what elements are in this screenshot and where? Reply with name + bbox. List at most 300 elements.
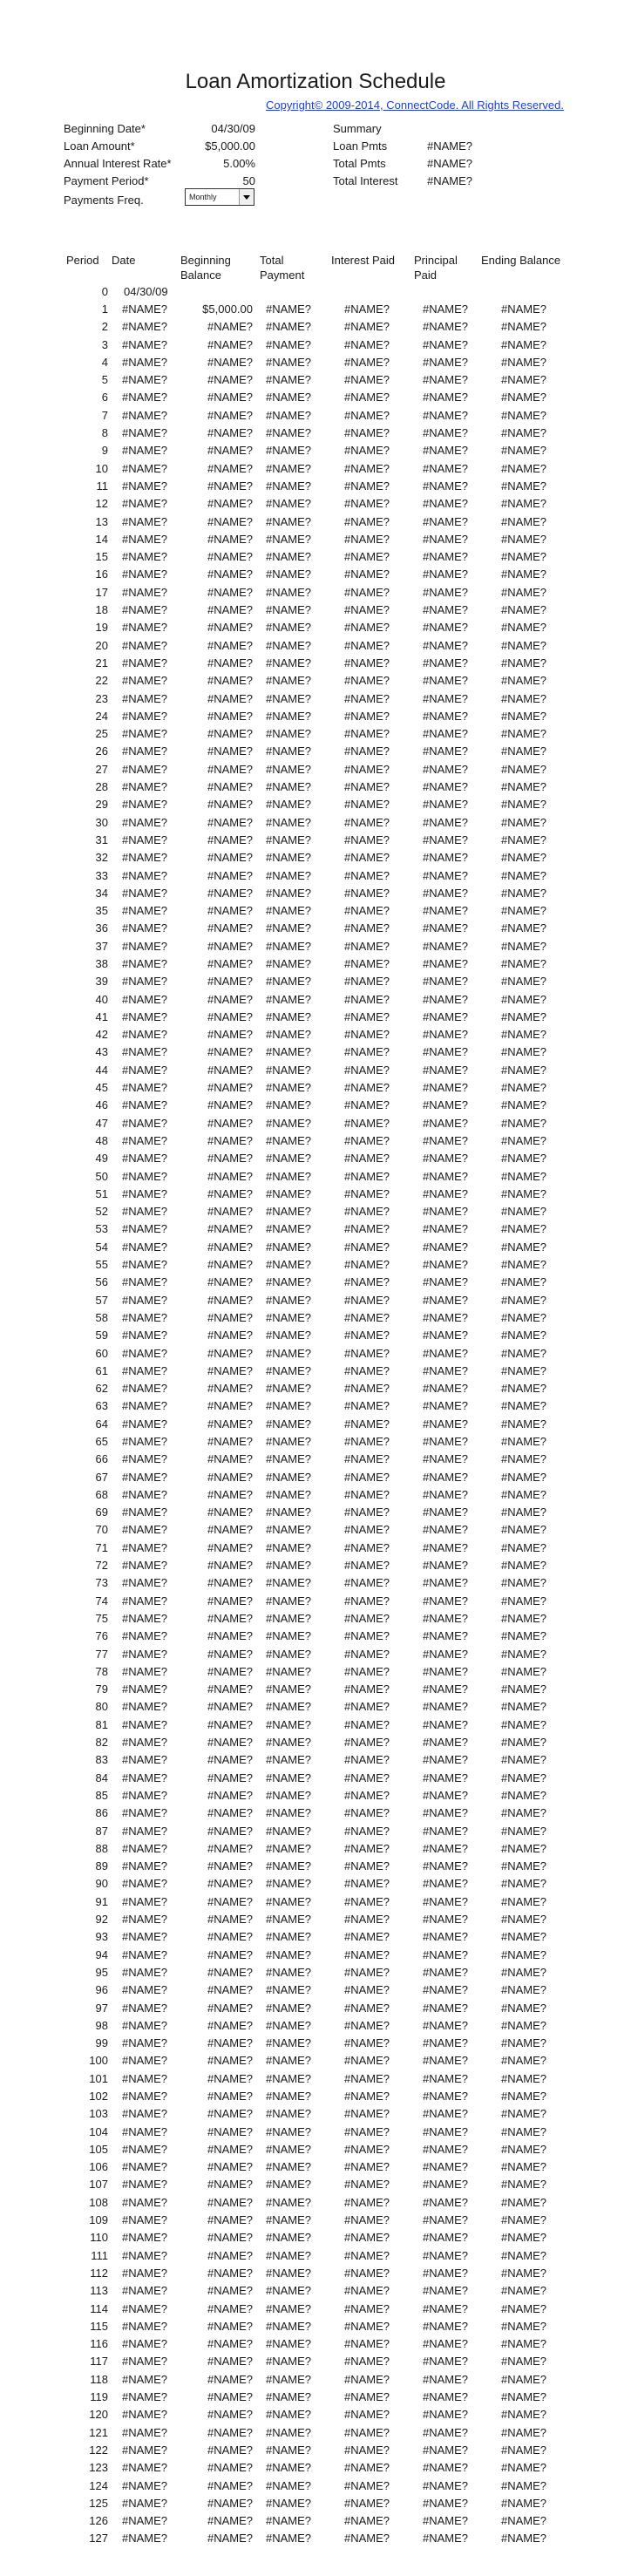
date-cell: #NAME? xyxy=(122,1310,168,1324)
int-cell: #NAME? xyxy=(344,1523,390,1537)
date-cell: #NAME? xyxy=(122,1081,168,1095)
pay-cell: #NAME? xyxy=(266,868,312,882)
period-cell: 76 xyxy=(95,1629,108,1643)
prin-cell: #NAME? xyxy=(423,1647,469,1661)
interest-rate-value[interactable]: 5.00% xyxy=(223,157,255,170)
period-cell: 62 xyxy=(95,1382,108,1396)
period-cell: 11 xyxy=(96,479,108,493)
pay-cell: #NAME? xyxy=(266,921,312,935)
period-cell: 121 xyxy=(89,2425,108,2439)
table-row xyxy=(0,1220,631,1238)
period-cell: 86 xyxy=(95,1806,108,1820)
beg-cell: #NAME? xyxy=(207,1116,253,1130)
date-cell: #NAME? xyxy=(122,479,168,493)
end-cell: #NAME? xyxy=(501,1806,547,1820)
int-cell: #NAME? xyxy=(344,691,390,705)
int-cell: #NAME? xyxy=(344,1647,390,1661)
beg-cell: #NAME? xyxy=(207,956,253,970)
table-row xyxy=(0,2335,631,2353)
pay-cell: #NAME? xyxy=(266,1310,312,1324)
beg-cell: #NAME? xyxy=(207,1435,253,1448)
pay-cell: #NAME? xyxy=(266,1152,312,1166)
int-cell: #NAME? xyxy=(344,2124,390,2138)
prin-cell: #NAME? xyxy=(423,2266,469,2280)
pay-cell: #NAME? xyxy=(266,2178,312,2192)
pay-cell: #NAME? xyxy=(266,585,312,599)
pay-cell: #NAME? xyxy=(266,2089,312,2103)
period-cell: 29 xyxy=(95,798,108,812)
int-cell: #NAME? xyxy=(344,1736,390,1750)
end-cell: #NAME? xyxy=(501,638,547,652)
period-cell: 5 xyxy=(101,373,108,387)
loan-amount-value[interactable]: $5,000.00 xyxy=(205,139,255,153)
pay-cell: #NAME? xyxy=(266,1523,312,1537)
header-principal-paid-line2: Paid xyxy=(414,268,438,282)
table-row xyxy=(0,955,631,973)
table-row xyxy=(0,2477,631,2495)
pay-cell: #NAME? xyxy=(266,444,312,458)
date-cell: #NAME? xyxy=(122,585,168,599)
payments-freq-select[interactable] xyxy=(185,188,254,206)
date-cell: #NAME? xyxy=(122,1930,168,1944)
beg-cell: #NAME? xyxy=(207,1877,253,1891)
beg-cell: #NAME? xyxy=(207,1611,253,1625)
pay-cell: #NAME? xyxy=(266,1788,312,1802)
pay-cell: #NAME? xyxy=(266,2425,312,2439)
int-cell: #NAME? xyxy=(344,833,390,846)
end-cell: #NAME? xyxy=(501,1859,547,1873)
date-cell: #NAME? xyxy=(122,320,168,334)
period-cell: 78 xyxy=(95,1664,108,1678)
table-row xyxy=(0,1203,631,1220)
period-cell: 3 xyxy=(101,337,108,351)
prin-cell: #NAME? xyxy=(423,2160,469,2174)
period-cell: 97 xyxy=(95,2001,108,2015)
period-cell: 46 xyxy=(95,1098,108,1112)
date-cell: #NAME? xyxy=(122,2071,168,2085)
date-cell: #NAME? xyxy=(122,2461,168,2475)
pay-cell: #NAME? xyxy=(266,426,312,440)
period-cell: 22 xyxy=(95,674,108,688)
total-pmts-value: #NAME? xyxy=(427,157,473,170)
beg-cell: #NAME? xyxy=(207,2248,253,2262)
table-row xyxy=(0,1521,631,1539)
table-row xyxy=(0,761,631,778)
table-row xyxy=(0,2406,631,2423)
table-row xyxy=(0,2282,631,2300)
table-row xyxy=(0,991,631,1009)
period-cell: 63 xyxy=(95,1399,108,1413)
pay-cell: #NAME? xyxy=(266,2390,312,2404)
pay-cell: #NAME? xyxy=(266,2266,312,2280)
date-cell: #NAME? xyxy=(122,1169,168,1183)
table-row xyxy=(0,1858,631,1875)
int-cell: #NAME? xyxy=(344,479,390,493)
prin-cell: #NAME? xyxy=(423,1540,469,1554)
table-row xyxy=(0,354,631,371)
prin-cell: #NAME? xyxy=(423,1930,469,1944)
int-cell: #NAME? xyxy=(344,2408,390,2422)
period-cell: 118 xyxy=(90,2372,108,2386)
initial-date: 04/30/09 xyxy=(124,285,168,298)
summary-heading: Summary xyxy=(333,122,382,135)
period-cell: 19 xyxy=(95,621,108,635)
end-cell: #NAME? xyxy=(501,992,547,1006)
pay-cell: #NAME? xyxy=(266,302,312,316)
table-row xyxy=(0,2424,631,2442)
int-cell: #NAME? xyxy=(344,1965,390,1979)
date-cell: #NAME? xyxy=(122,674,168,688)
int-cell: #NAME? xyxy=(344,2443,390,2457)
prin-cell: #NAME? xyxy=(423,1382,469,1396)
table-row xyxy=(0,2035,631,2052)
period-cell: 90 xyxy=(95,1877,108,1891)
prin-cell: #NAME? xyxy=(423,1859,469,1873)
date-cell: #NAME? xyxy=(122,2178,168,2192)
date-cell: #NAME? xyxy=(122,2213,168,2227)
beg-cell: #NAME? xyxy=(207,1559,253,1573)
end-cell: #NAME? xyxy=(501,1753,547,1767)
date-cell: #NAME? xyxy=(122,1559,168,1573)
pay-cell: #NAME? xyxy=(266,1363,312,1377)
beg-cell: $5,000.00 xyxy=(202,302,253,316)
pay-cell: #NAME? xyxy=(266,391,312,404)
date-cell: #NAME? xyxy=(122,1470,168,1484)
date-cell: #NAME? xyxy=(122,532,168,546)
period-cell: 85 xyxy=(95,1788,108,1802)
prin-cell: #NAME? xyxy=(423,1806,469,1820)
beg-cell: #NAME? xyxy=(207,1417,253,1431)
period-cell: 53 xyxy=(95,1222,108,1236)
table-row xyxy=(0,2353,631,2370)
beg-cell: #NAME? xyxy=(207,992,253,1006)
period-cell: 72 xyxy=(95,1559,108,1573)
int-cell: #NAME? xyxy=(344,762,390,776)
pay-cell: #NAME? xyxy=(266,1983,312,1997)
date-cell: #NAME? xyxy=(122,355,168,369)
date-cell: #NAME? xyxy=(122,2496,168,2510)
table-row xyxy=(0,1911,631,1928)
end-cell: #NAME? xyxy=(501,744,547,758)
int-cell: #NAME? xyxy=(344,1240,390,1254)
beg-cell: #NAME? xyxy=(207,1152,253,1166)
period-cell: 101 xyxy=(89,2071,108,2085)
int-cell: #NAME? xyxy=(344,2036,390,2050)
table-row xyxy=(0,2512,631,2530)
prin-cell: #NAME? xyxy=(423,2478,469,2492)
beg-cell: #NAME? xyxy=(207,1470,253,1484)
period-cell: 96 xyxy=(95,1983,108,1997)
prin-cell: #NAME? xyxy=(423,2443,469,2457)
table-row xyxy=(0,1168,631,1186)
period-cell: 67 xyxy=(95,1470,108,1484)
prin-cell: #NAME? xyxy=(423,1205,469,1219)
period-cell: 108 xyxy=(89,2195,108,2209)
pay-cell: #NAME? xyxy=(266,975,312,989)
int-cell: #NAME? xyxy=(344,1487,390,1501)
prin-cell: #NAME? xyxy=(423,461,469,475)
table-row xyxy=(0,832,631,849)
beg-cell: #NAME? xyxy=(207,355,253,369)
beg-cell: #NAME? xyxy=(207,2195,253,2209)
beg-cell: #NAME? xyxy=(207,2390,253,2404)
table-row xyxy=(0,708,631,725)
int-cell: #NAME? xyxy=(344,656,390,669)
table-row xyxy=(0,1681,631,1698)
beg-cell: #NAME? xyxy=(207,1009,253,1023)
int-cell: #NAME? xyxy=(344,1611,390,1625)
pay-cell: #NAME? xyxy=(266,1133,312,1147)
period-cell: 68 xyxy=(95,1487,108,1501)
page-title: Loan Amortization Schedule xyxy=(185,70,446,93)
date-cell: #NAME? xyxy=(122,2018,168,2032)
table-row xyxy=(0,690,631,708)
header-beginning-balance-line2: Balance xyxy=(180,268,221,282)
beg-cell: #NAME? xyxy=(207,2496,253,2510)
int-cell: #NAME? xyxy=(344,1133,390,1147)
date-cell: #NAME? xyxy=(122,815,168,829)
table-row xyxy=(0,1327,631,1344)
period-cell: 56 xyxy=(95,1275,108,1289)
chevron-down-icon[interactable] xyxy=(239,189,254,205)
date-cell: #NAME? xyxy=(122,1205,168,1219)
prin-cell: #NAME? xyxy=(423,1894,469,1908)
period-cell: 4 xyxy=(101,355,108,369)
copyright-link[interactable]: Copyright© 2009-2014, ConnectCode. All Rights Reserved. xyxy=(266,99,564,112)
payment-period-value[interactable]: 50 xyxy=(242,174,255,187)
period-cell: 104 xyxy=(89,2124,108,2138)
end-cell: #NAME? xyxy=(501,1736,547,1750)
table-row xyxy=(0,1981,631,1999)
end-cell: #NAME? xyxy=(501,1470,547,1484)
loan-pmts-label: Loan Pmts xyxy=(333,139,388,153)
pay-cell: #NAME? xyxy=(266,2461,312,2475)
int-cell: #NAME? xyxy=(344,621,390,635)
end-cell: #NAME? xyxy=(501,2018,547,2032)
period-cell: 38 xyxy=(95,956,108,970)
table-row xyxy=(0,1557,631,1574)
prin-cell: #NAME? xyxy=(423,656,469,669)
end-cell: #NAME? xyxy=(501,2408,547,2422)
int-cell: #NAME? xyxy=(344,992,390,1006)
end-cell: #NAME? xyxy=(501,2478,547,2492)
int-cell: #NAME? xyxy=(344,1576,390,1590)
beg-cell: #NAME? xyxy=(207,904,253,918)
end-cell: #NAME? xyxy=(501,2266,547,2280)
beg-cell: #NAME? xyxy=(207,2124,253,2138)
table-row xyxy=(0,2158,631,2176)
header-total-payment-line1: Total xyxy=(260,254,284,267)
prin-cell: #NAME? xyxy=(423,1063,469,1077)
prin-cell: #NAME? xyxy=(423,1116,469,1130)
date-cell: #NAME? xyxy=(122,1028,168,1042)
table-row xyxy=(0,672,631,690)
pay-cell: #NAME? xyxy=(266,1611,312,1625)
period-cell: 48 xyxy=(95,1133,108,1147)
table-row xyxy=(0,849,631,867)
period-cell: 75 xyxy=(95,1611,108,1625)
date-cell: #NAME? xyxy=(122,426,168,440)
pay-cell: #NAME? xyxy=(266,638,312,652)
end-cell: #NAME? xyxy=(501,1540,547,1554)
prin-cell: #NAME? xyxy=(423,2425,469,2439)
date-cell: #NAME? xyxy=(122,1983,168,1997)
beginning-date-value[interactable]: 04/30/09 xyxy=(211,122,255,135)
pay-cell: #NAME? xyxy=(266,1470,312,1484)
int-cell: #NAME? xyxy=(344,780,390,794)
prin-cell: #NAME? xyxy=(423,1310,469,1324)
end-cell: #NAME? xyxy=(501,2124,547,2138)
int-cell: #NAME? xyxy=(344,1771,390,1784)
period-cell: 81 xyxy=(95,1717,108,1731)
prin-cell: #NAME? xyxy=(423,956,469,970)
period-cell: 27 xyxy=(95,762,108,776)
end-cell: #NAME? xyxy=(501,1771,547,1784)
period-cell: 127 xyxy=(89,2532,108,2545)
date-cell: #NAME? xyxy=(122,603,168,617)
int-cell: #NAME? xyxy=(344,1329,390,1342)
table-row xyxy=(0,885,631,902)
end-cell: #NAME? xyxy=(501,2514,547,2528)
int-cell: #NAME? xyxy=(344,1947,390,1961)
prin-cell: #NAME? xyxy=(423,674,469,688)
period-cell: 92 xyxy=(95,1913,108,1927)
table-row xyxy=(0,1292,631,1309)
end-cell: #NAME? xyxy=(501,1877,547,1891)
beg-cell: #NAME? xyxy=(207,1310,253,1324)
int-cell: #NAME? xyxy=(344,2001,390,2015)
int-cell: #NAME? xyxy=(344,674,390,688)
table-row xyxy=(0,2318,631,2335)
date-cell: #NAME? xyxy=(122,302,168,316)
pay-cell: #NAME? xyxy=(266,2071,312,2085)
prin-cell: #NAME? xyxy=(423,1081,469,1095)
int-cell: #NAME? xyxy=(344,798,390,812)
period-cell: 26 xyxy=(95,744,108,758)
beg-cell: #NAME? xyxy=(207,1205,253,1219)
pay-cell: #NAME? xyxy=(266,514,312,528)
beg-cell: #NAME? xyxy=(207,1063,253,1077)
header-total-payment-line2: Payment xyxy=(260,268,305,282)
beg-cell: #NAME? xyxy=(207,744,253,758)
end-cell: #NAME? xyxy=(501,2195,547,2209)
end-cell: #NAME? xyxy=(501,2443,547,2457)
pay-cell: #NAME? xyxy=(266,1647,312,1661)
period-cell: 39 xyxy=(95,975,108,989)
pay-cell: #NAME? xyxy=(266,762,312,776)
beg-cell: #NAME? xyxy=(207,497,253,511)
period-cell: 32 xyxy=(95,851,108,865)
prin-cell: #NAME? xyxy=(423,1841,469,1855)
table-row xyxy=(0,2176,631,2193)
end-cell: #NAME? xyxy=(501,2372,547,2386)
beg-cell: #NAME? xyxy=(207,1894,253,1908)
period-cell: 54 xyxy=(95,1240,108,1254)
beg-cell: #NAME? xyxy=(207,1947,253,1961)
int-cell: #NAME? xyxy=(344,1363,390,1377)
period-cell: 115 xyxy=(90,2319,108,2333)
beg-cell: #NAME? xyxy=(207,1045,253,1059)
table-row xyxy=(0,336,631,354)
int-cell: #NAME? xyxy=(344,956,390,970)
end-cell: #NAME? xyxy=(501,1435,547,1448)
end-cell: #NAME? xyxy=(501,1399,547,1413)
period-cell: 55 xyxy=(95,1258,108,1272)
prin-cell: #NAME? xyxy=(423,550,469,564)
date-cell: #NAME? xyxy=(122,2443,168,2457)
period-cell: 110 xyxy=(90,2231,108,2245)
date-cell: #NAME? xyxy=(122,886,168,900)
table-row xyxy=(0,1787,631,1805)
date-cell: #NAME? xyxy=(122,1505,168,1519)
end-cell: #NAME? xyxy=(501,1098,547,1112)
int-cell: #NAME? xyxy=(344,1116,390,1130)
beg-cell: #NAME? xyxy=(207,1859,253,1873)
table-row xyxy=(0,1805,631,1822)
pay-cell: #NAME? xyxy=(266,1435,312,1448)
table-row xyxy=(0,2088,631,2105)
beg-cell: #NAME? xyxy=(207,798,253,812)
table-row xyxy=(0,1698,631,1716)
beg-cell: #NAME? xyxy=(207,337,253,351)
end-cell: #NAME? xyxy=(501,2160,547,2174)
date-cell: #NAME? xyxy=(122,1435,168,1448)
period-cell: 114 xyxy=(90,2301,108,2315)
prin-cell: #NAME? xyxy=(423,1947,469,1961)
pay-cell: #NAME? xyxy=(266,1399,312,1413)
table-row xyxy=(0,1593,631,1610)
beg-cell: #NAME? xyxy=(207,1275,253,1289)
pay-cell: #NAME? xyxy=(266,2408,312,2422)
pay-cell: #NAME? xyxy=(266,1594,312,1607)
end-cell: #NAME? xyxy=(501,2248,547,2262)
end-cell: #NAME? xyxy=(501,1983,547,1997)
date-cell: #NAME? xyxy=(122,2390,168,2404)
end-cell: #NAME? xyxy=(501,727,547,741)
period-cell: 117 xyxy=(90,2355,108,2369)
pay-cell: #NAME? xyxy=(266,2301,312,2315)
beg-cell: #NAME? xyxy=(207,514,253,528)
prin-cell: #NAME? xyxy=(423,444,469,458)
loan-pmts-value: #NAME? xyxy=(427,139,473,153)
pay-cell: #NAME? xyxy=(266,1258,312,1272)
date-cell: #NAME? xyxy=(122,2408,168,2422)
date-cell: #NAME? xyxy=(122,1240,168,1254)
prin-cell: #NAME? xyxy=(423,1965,469,1979)
pay-cell: #NAME? xyxy=(266,2319,312,2333)
date-cell: #NAME? xyxy=(122,1363,168,1377)
date-cell: #NAME? xyxy=(122,1293,168,1307)
end-cell: #NAME? xyxy=(501,868,547,882)
date-cell: #NAME? xyxy=(122,833,168,846)
date-cell: #NAME? xyxy=(122,2337,168,2351)
prin-cell: #NAME? xyxy=(423,2089,469,2103)
date-cell: #NAME? xyxy=(122,638,168,652)
date-cell: #NAME? xyxy=(122,851,168,865)
int-cell: #NAME? xyxy=(344,2195,390,2209)
period-cell: 58 xyxy=(95,1310,108,1324)
beg-cell: #NAME? xyxy=(207,1133,253,1147)
table-row xyxy=(0,778,631,796)
end-cell: #NAME? xyxy=(501,337,547,351)
date-cell: #NAME? xyxy=(122,1859,168,1873)
prin-cell: #NAME? xyxy=(423,2390,469,2404)
period-cell: 126 xyxy=(89,2514,108,2528)
date-cell: #NAME? xyxy=(122,444,168,458)
int-cell: #NAME? xyxy=(344,1913,390,1927)
prin-cell: #NAME? xyxy=(423,2071,469,2085)
prin-cell: #NAME? xyxy=(423,1913,469,1927)
